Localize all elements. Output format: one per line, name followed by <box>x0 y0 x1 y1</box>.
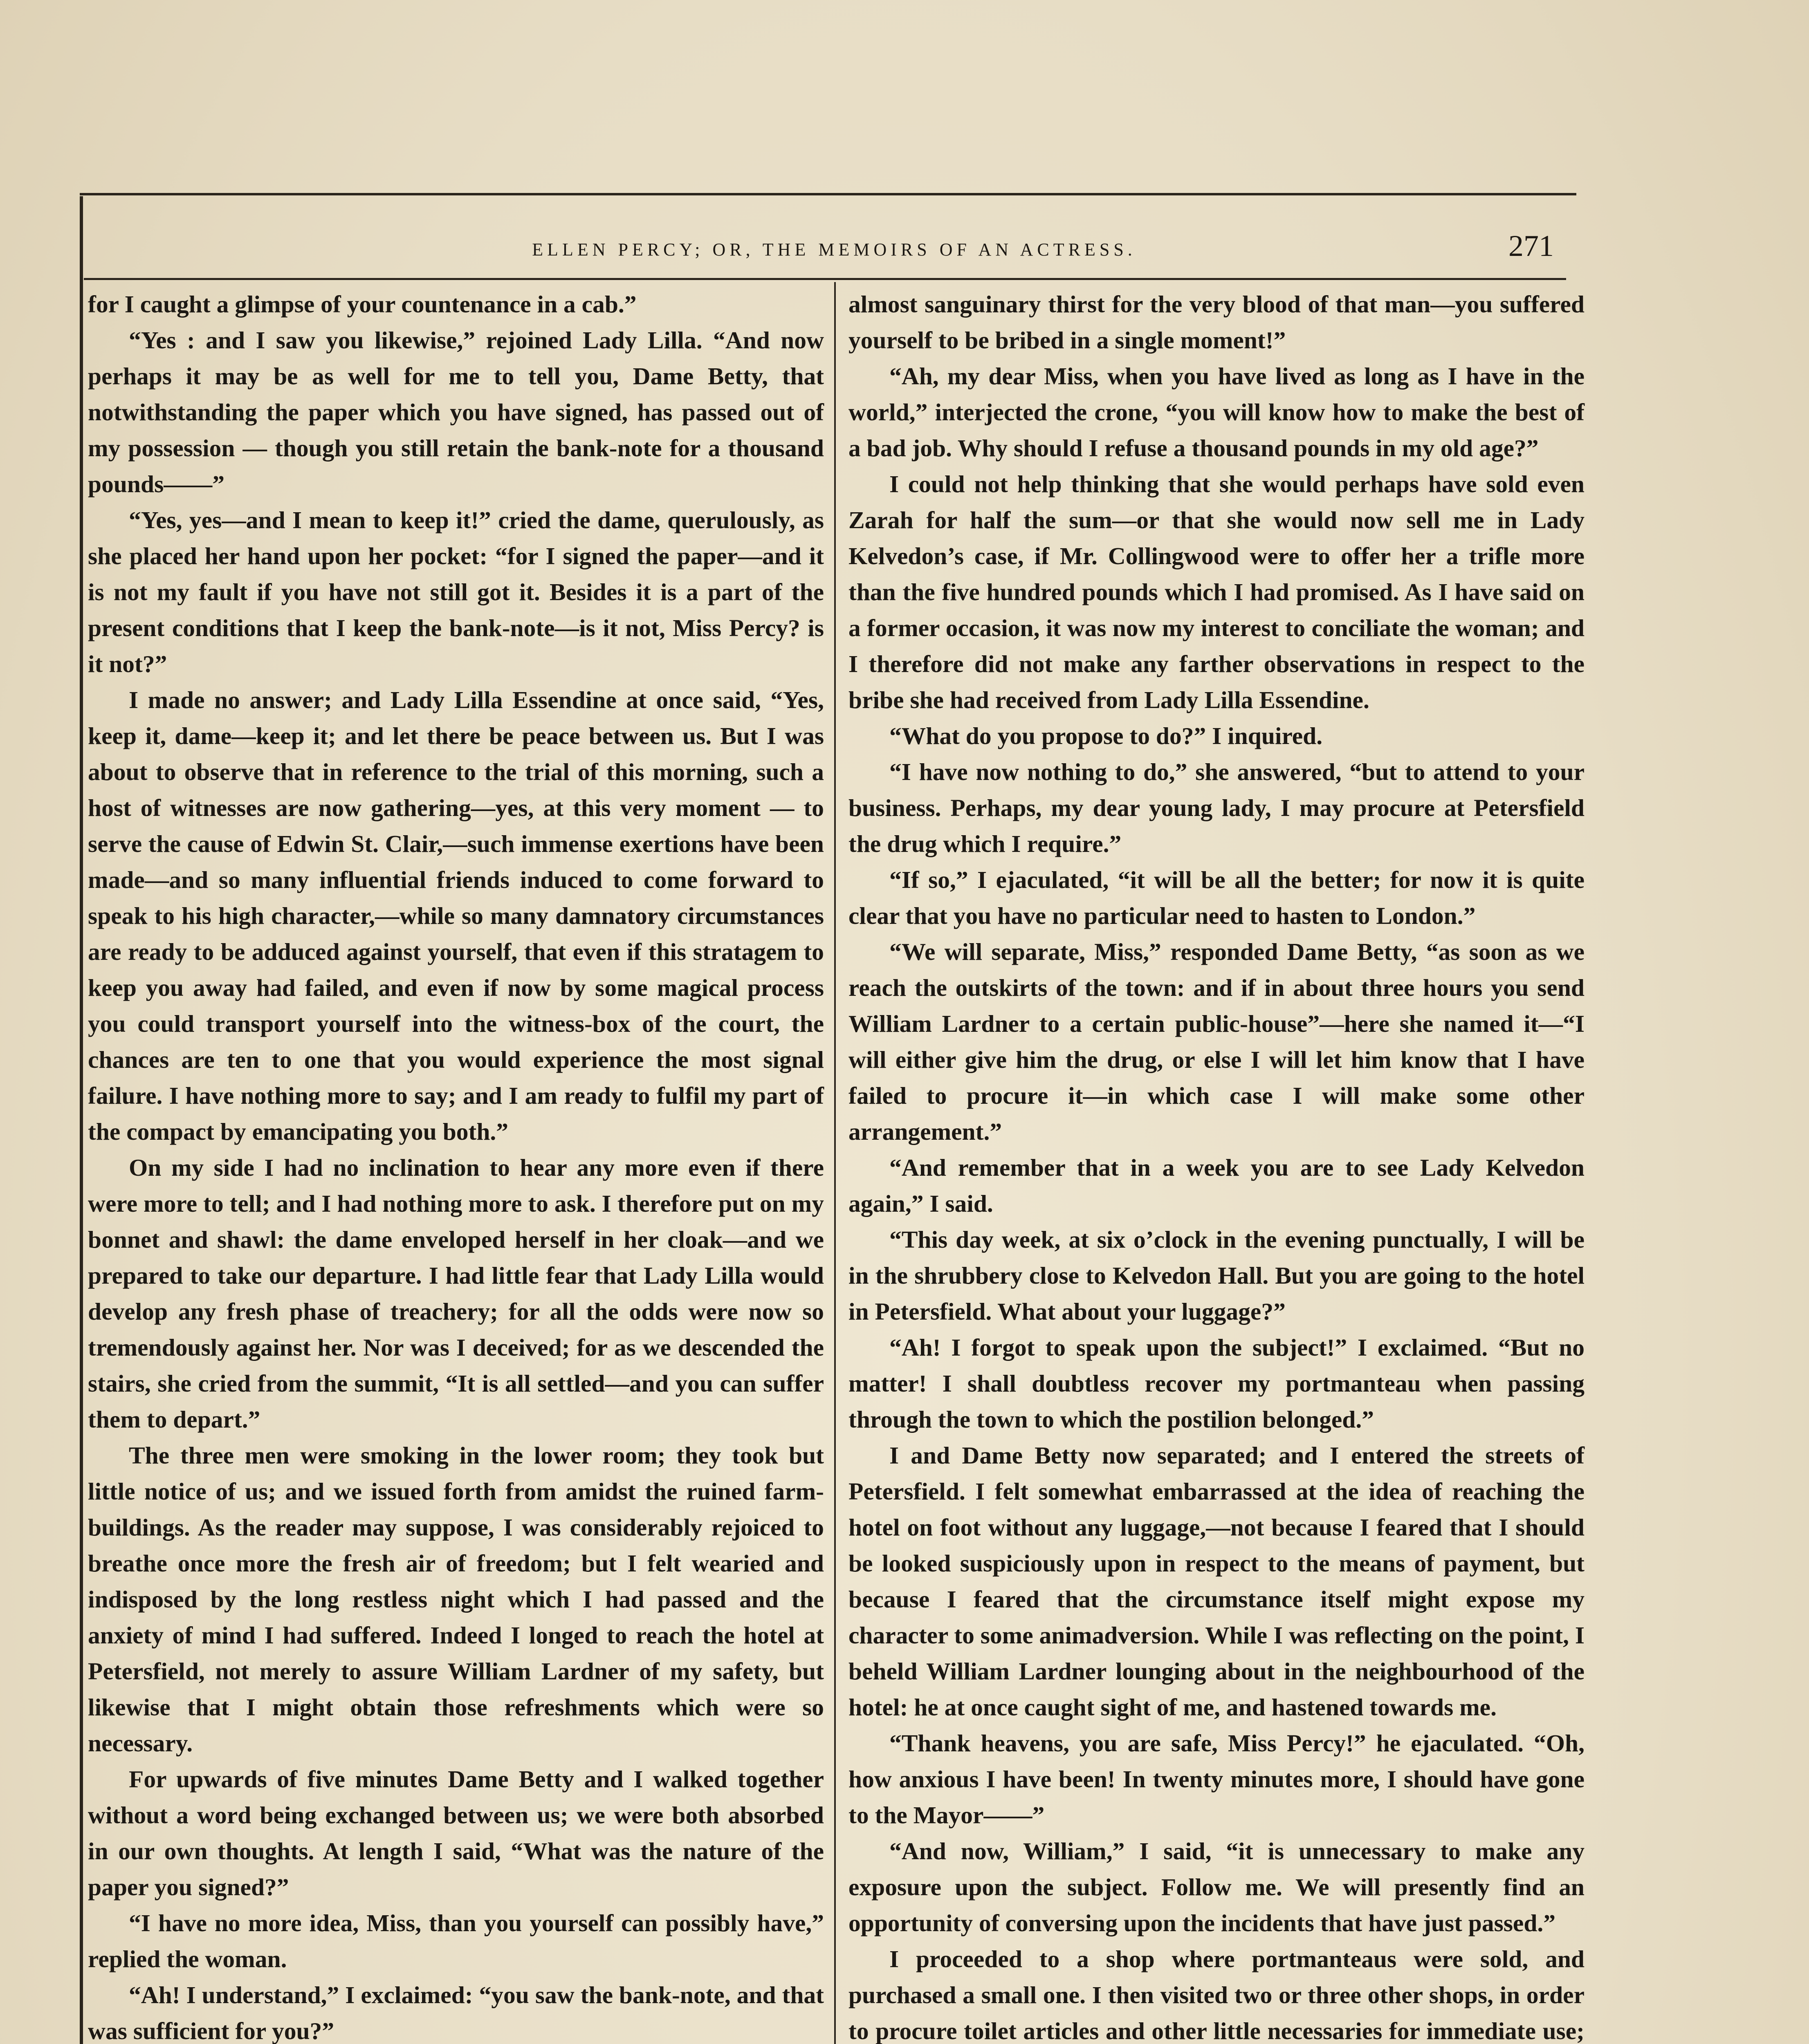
running-title: ELLEN PERCY; OR, THE MEMOIRS OF AN ACTRESS. <box>532 240 1136 260</box>
paragraph: “This day week, at six o’clock in the evening punctually, I will be in the shrubbery close to Kelvedon Hall. But you are going to the hotel in Petersfield. What about your luggage?” <box>848 1226 1585 1325</box>
paragraph: “What do you propose to do?” I inquired. <box>889 722 1323 749</box>
paragraph: I made no answer; and Lady Lilla Essendine at once said, “Yes, keep it, dame—keep it; and let there be peace between us. But I was about to observe that in reference to the trial of this morning, such a host of witnesses are now gathering—yes, at this very moment — to serve the cause of Edwin St. Clair,—such immense exertions have been made—and so many influential friends induced to come forward to speak to his high character,—while so many damnatory circumstances are ready to be adduced against yourself, that even if this stratagem to keep you away had failed, and even if now by some magical process you could transport yourself into the witness-box of the court, the chances are ten to one that you would experience the most signal failure. I have nothing more to say; and I am ready to fulfil my part of the compact by emancipating you both.” <box>88 686 824 1145</box>
paragraph: I proceeded to a shop where portmanteaus were sold, and purchased a small one. I then visited two or three other shops, in order to procure toilet articles and other little necessaries for immediate use; <box>848 1945 1585 2044</box>
paragraph: “Ah! I forgot to speak upon the subject!” I exclaimed. “But no matter! I shall doubtless recover my portmanteau when passing through the town to which the postilion belonged.” <box>848 1334 1585 1433</box>
paragraph: “Ah, my dear Miss, when you have lived as long as I have in the world,” interjected the crone, “you will know how to make the best of a bad job. Why should I refuse a thousand pounds in my old age?” <box>848 363 1585 462</box>
paragraph: for I caught a glimpse of your countenance in a cab.” <box>88 291 637 318</box>
paragraph: The three men were smoking in the lower room; they took but little notice of us; and we issued forth from amidst the ruined farm-buildings. As the reader may suppose, I was considerably rejoiced to breathe once more the fresh air of freedom; but I felt wearied and indisposed by the long restless night which I had passed and the anxiety of mind I had suffered. Indeed I longed to reach the hotel at Petersfield, not merely to assure William Lardner of my safety, but likewise that I might obtain those refreshments which were so necessary. <box>88 1442 824 1757</box>
paragraph: On my side I had no inclination to hear any more even if there were more to tell; and I had nothing more to ask. I therefore put on my bonnet and shawl: the dame enveloped herself in her cloak—and we prepared to take our departure. I had little fear that Lady Lilla would develop any fresh phase of treachery; for all the odds were now so tremendously against her. Nor was I deceived; for as we descended the stairs, she cried from the summit, “It is all settled—and you can suffer them to depart.” <box>88 1154 824 1433</box>
paragraph: “Yes, yes—and I mean to keep it!” cried the dame, querulously, as she placed her hand upon her pocket: “for I signed the paper—and it is not my fault if you have not still got it. Besides it is a part of the present conditions that I keep the bank-note—is it not, Miss Percy? is it not?” <box>88 507 824 677</box>
left-column <box>88 286 824 2044</box>
paragraph: I and Dame Betty now separated; and I entered the streets of Petersfield. I felt somewhat embarrassed at the idea of reaching the hotel on foot without any luggage,—not because I feared that I should be looked suspiciously upon in respect to the means of payment, but because I feared that the circumstance itself might expose my character to some animadversion. While I was reflecting on the point, I beheld William Lardner lounging about in the neighbourhood of the hotel: he at once caught sight of me, and hastened towards me. <box>848 1442 1585 1721</box>
paragraph: almost sanguinary thirst for the very blood of that man—you suffered yourself to be bribed in a single moment!” <box>848 291 1585 354</box>
page-number: 271 <box>1508 229 1554 263</box>
column-divider <box>834 282 836 2044</box>
paragraph: For upwards of five minutes Dame Betty and I walked together without a word being exchanged between us; we were both absorbed in our own thoughts. At length I said, “What was the nature of the paper you signed?” <box>88 1766 824 1901</box>
header-rule <box>84 278 1566 280</box>
paragraph: “Yes : and I saw you likewise,” rejoined Lady Lilla. “And now perhaps it may be as well for me to tell you, Dame Betty, that notwithstanding the paper which you have signed, has passed out of my possession — though you still retain the bank-note for a thousand pounds——” <box>88 327 824 498</box>
page-frame-top-rule <box>80 193 1576 195</box>
paragraph: “Thank heavens, you are safe, Miss Percy!” he ejaculated. “Oh, how anxious I have been! In twenty minutes more, I should have gone to the Mayor——” <box>848 1730 1585 1829</box>
paragraph: “I have no more idea, Miss, than you yourself can possibly have,” replied the woman. <box>88 1910 824 1972</box>
paragraph: “And now, William,” I said, “it is unnecessary to make any exposure upon the subject. Follow me. We will presently find an opportunity of conversing upon the incidents that have just passed.” <box>848 1838 1585 1936</box>
paragraph: “Ah! I understand,” I exclaimed: “you saw the bank-note, and that was sufficient for you?” <box>88 1981 824 2044</box>
right-column <box>848 286 1585 2044</box>
paragraph: “I have now nothing to do,” she answered, “but to attend to your business. Perhaps, my dear young lady, I may procure at Petersfield the drug which I require.” <box>848 758 1585 857</box>
paragraph: “And remember that in a week you are to see Lady Kelvedon again,” I said. <box>848 1154 1585 1217</box>
paragraph: I could not help thinking that she would perhaps have sold even Zarah for half the sum—or that she would now sell me in Lady Kelvedon’s case, if Mr. Collingwood were to offer her a trifle more than the five hundred pounds which I had promised. As I have said on a former occasion, it was now my interest to conciliate the woman; and I therefore did not make any farther observations in respect to the bribe she had received from Lady Lilla Essendine. <box>848 471 1585 713</box>
paragraph: “If so,” I ejaculated, “it will be all the better; for now it is quite clear that you have no particular need to hasten to London.” <box>848 866 1585 929</box>
paragraph: “We will separate, Miss,” responded Dame Betty, “as soon as we reach the outskirts of the town: and if in about three hours you send William Lardner to a certain public-house”—here she named it—“I will either give him the drug, or else I will let him know that I have failed to procure it—in which case I will make some other arrangement.” <box>848 938 1585 1145</box>
